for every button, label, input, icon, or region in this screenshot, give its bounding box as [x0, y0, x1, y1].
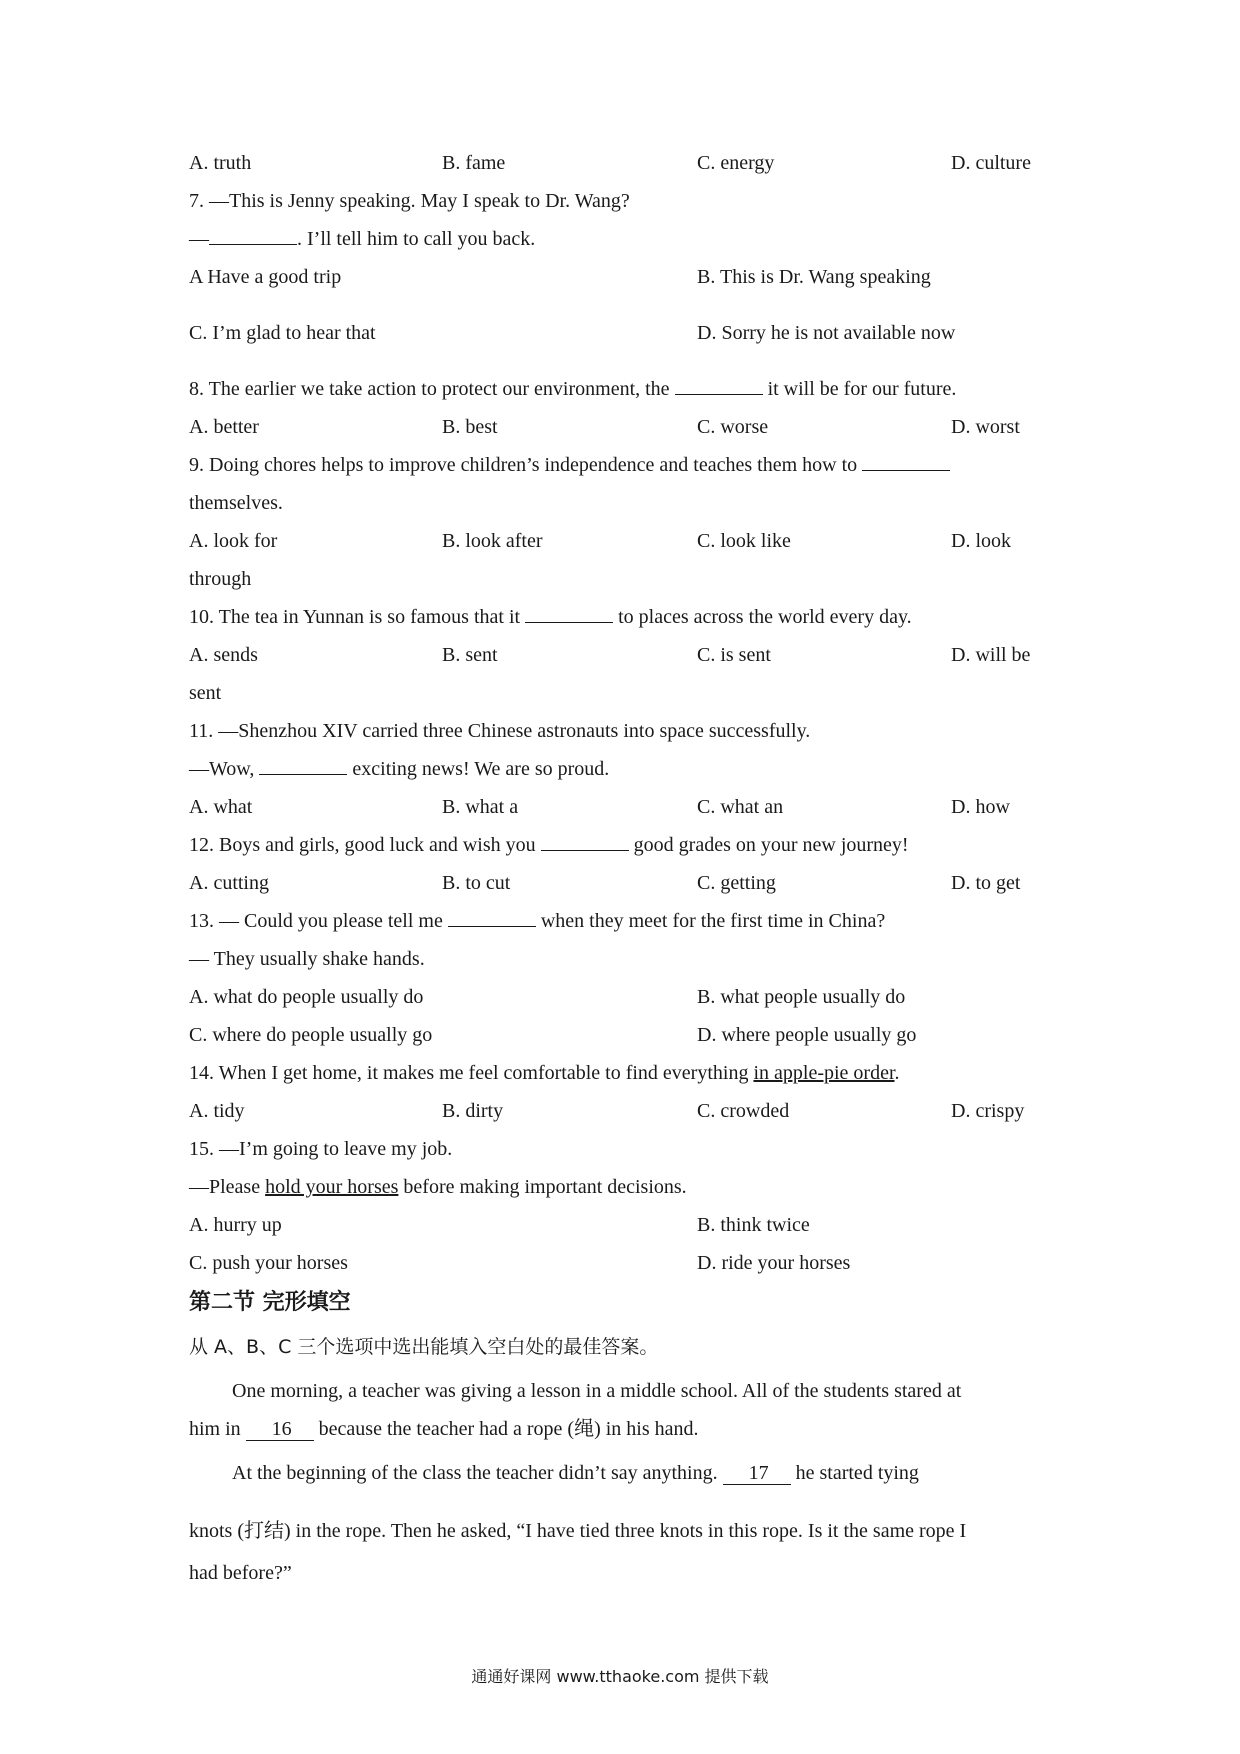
q14-option-a: A. tidy [189, 1100, 245, 1122]
q15-stem: 15. —I’m going to leave my job. [189, 1138, 453, 1160]
q8-option-c: C. worse [697, 416, 769, 438]
q9-option-d: D. look [951, 530, 1011, 552]
q8-option-a: A. better [189, 416, 259, 438]
q9-stem-continued: themselves. [189, 492, 283, 514]
passage-p2-line1 [232, 1460, 919, 1486]
q14-stem [189, 1060, 900, 1086]
q10-answer-blank [525, 604, 613, 623]
q10-option-c: C. is sent [697, 644, 771, 666]
q10-option-b: B. sent [442, 644, 498, 666]
q9-option-a: A. look for [189, 530, 278, 552]
q11-option-b: B. what a [442, 796, 519, 818]
q9-stem-pre: 9. Doing chores helps to improve children’s independence and teaches them how to [189, 454, 863, 476]
q10-option-a: A. sends [189, 644, 258, 666]
q7-reply-pre: — [189, 228, 209, 250]
q13-reply: — They usually shake hands. [189, 948, 425, 970]
q13-stem [189, 908, 885, 934]
q7-option-b: B. This is Dr. Wang speaking [697, 266, 931, 288]
q8-option-d: D. worst [951, 416, 1020, 438]
q6-option-c: C. energy [697, 152, 775, 174]
q15-option-a: A. hurry up [189, 1214, 282, 1236]
q14-option-d: D. crispy [951, 1100, 1025, 1122]
passage-p2-line1-post: he started tying [790, 1462, 919, 1484]
q8-answer-blank [675, 376, 763, 395]
q12-stem [189, 832, 909, 858]
passage-p2-line2: knots (打结) in the rope. Then he asked, “I have tied three knots in this rope. Is it the same rope I [189, 1520, 967, 1542]
q12-answer-blank [541, 832, 629, 851]
passage-p2-line3: had before?” [189, 1562, 292, 1584]
q13-option-b: B. what people usually do [697, 986, 906, 1008]
q7-option-c: C. I’m glad to hear that [189, 322, 376, 344]
q9-option-d-wrap: through [189, 568, 252, 590]
q14-option-b: B. dirty [442, 1100, 504, 1122]
q6-option-b: B. fame [442, 152, 506, 174]
q15-underlined-phrase: hold your horses [265, 1176, 399, 1198]
q7-option-a: A Have a good trip [189, 266, 342, 288]
q14-underlined-phrase: in apple-pie order [753, 1062, 895, 1084]
q11-reply-pre: —Wow, [189, 758, 260, 780]
q11-reply-post: exciting news! We are so proud. [347, 758, 610, 780]
q13-stem-post: when they meet for the first time in China? [535, 910, 886, 932]
q10-stem-pre: 10. The tea in Yunnan is so famous that it [189, 606, 526, 628]
q8-option-b: B. best [442, 416, 498, 438]
q13-option-d: D. where people usually go [697, 1024, 917, 1046]
q12-option-c: C. getting [697, 872, 776, 894]
q13-option-a: A. what do people usually do [189, 986, 424, 1008]
q9-answer-blank [862, 452, 950, 471]
q13-answer-blank [448, 908, 536, 927]
q14-stem-pre: 14. When I get home, it makes me feel comfortable to find everything [189, 1062, 754, 1084]
q7-option-d: D. Sorry he is not available now [697, 322, 956, 344]
q8-stem-post: it will be for our future. [762, 378, 957, 400]
passage-p1-line2-pre: him in [189, 1418, 246, 1440]
q12-option-d: D. to get [951, 872, 1021, 894]
q7-answer-blank [209, 226, 297, 245]
q12-stem-post: good grades on your new journey! [628, 834, 909, 856]
q15-option-d: D. ride your horses [697, 1252, 851, 1274]
q12-option-b: B. to cut [442, 872, 511, 894]
q8-stem-pre: 8. The earlier we take action to protect our environment, the [189, 378, 675, 400]
q7-reply [189, 226, 535, 252]
cloze-blank-16: 16 [246, 1418, 314, 1441]
q8-stem [189, 376, 956, 402]
q9-stem [189, 452, 950, 478]
q9-option-c: C. look like [697, 530, 791, 552]
q11-option-a: A. what [189, 796, 253, 818]
q12-stem-pre: 12. Boys and girls, good luck and wish you [189, 834, 541, 856]
q10-option-d-wrap: sent [189, 682, 222, 704]
q14-stem-post: . [894, 1062, 900, 1084]
q14-option-c: C. crowded [697, 1100, 790, 1122]
q12-option-a: A. cutting [189, 872, 269, 894]
q6-option-d: D. culture [951, 152, 1031, 174]
q6-option-a: A. truth [189, 152, 252, 174]
passage-p1-line2-post: because the teacher had a rope (绳) in his hand. [313, 1418, 699, 1440]
q11-answer-blank [259, 756, 347, 775]
q11-reply [189, 756, 609, 782]
q13-stem-pre: 13. — Could you please tell me [189, 910, 448, 932]
page-footer: 通通好课网 www.tthaoke.com 提供下载 [471, 1667, 769, 1686]
q15-option-b: B. think twice [697, 1214, 810, 1236]
q11-stem: 11. —Shenzhou XIV carried three Chinese astronauts into space successfully. [189, 720, 811, 742]
q10-option-d: D. will be [951, 644, 1031, 666]
q7-reply-post: . I’ll tell him to call you back. [297, 228, 536, 250]
q15-reply-pre: —Please [189, 1176, 266, 1198]
passage-p1-line2 [189, 1416, 699, 1442]
section-heading: 第二节 完形填空 [189, 1290, 351, 1315]
q9-option-b: B. look after [442, 530, 543, 552]
q15-reply-post: before making important decisions. [398, 1176, 687, 1198]
q15-option-c: C. push your horses [189, 1252, 348, 1274]
q11-option-d: D. how [951, 796, 1010, 818]
q13-option-c: C. where do people usually go [189, 1024, 433, 1046]
q10-stem-post: to places across the world every day. [613, 606, 912, 628]
q11-option-c: C. what an [697, 796, 784, 818]
q15-reply [189, 1174, 687, 1200]
q7-stem: 7. —This is Jenny speaking. May I speak to Dr. Wang? [189, 190, 630, 212]
q10-stem [189, 604, 912, 630]
passage-p1-line1: One morning, a teacher was giving a lesson in a middle school. All of the students stared at [232, 1380, 962, 1402]
passage-p2-line1-pre: At the beginning of the class the teacher didn’t say anything. [232, 1462, 723, 1484]
cloze-blank-17: 17 [723, 1462, 791, 1485]
section-instruction: 从 A、B、C 三个选项中选出能填入空白处的最佳答案。 [189, 1336, 659, 1358]
